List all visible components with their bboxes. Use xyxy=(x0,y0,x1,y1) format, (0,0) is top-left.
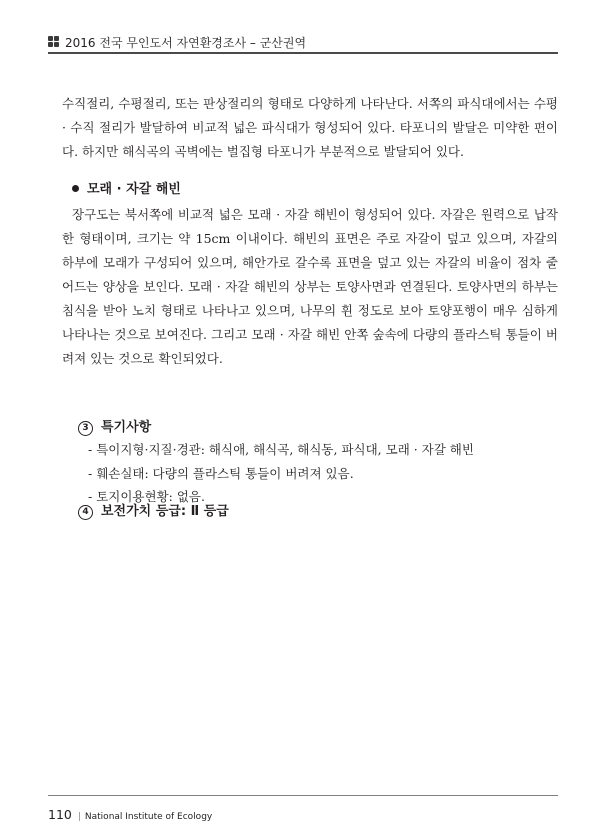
item-heading-conservation-grade xyxy=(78,500,229,520)
page-number: 110 xyxy=(48,807,72,822)
list-item: - 특이지형·지질·경관: 해식애, 해식곡, 해식동, 파식대, 모래 · 자갈 해빈 xyxy=(88,442,474,457)
circled-number-3: 3 xyxy=(78,421,93,436)
list-item: - 토지이용현황: 없음. xyxy=(88,489,205,504)
running-header xyxy=(48,31,558,53)
header-rule xyxy=(48,52,558,54)
section-heading-text: 모래 · 자갈 해빈 xyxy=(87,182,181,197)
item-heading-special-notes-title: 특기사항 xyxy=(101,420,152,435)
footer-rule xyxy=(48,795,558,796)
list-item: - 훼손실태: 다량의 플라스틱 통들이 버려져 있음. xyxy=(88,465,354,481)
paragraph-beach: 장구도는 북서쪽에 비교적 넓은 모래 · 자갈 해빈이 형성되어 있다. 자갈은 원력으로 납작한 형태이며, 크기는 약 15cm 이내이다. 해빈의 표면은 주로 자갈이 덮고 있으며, 자갈의 하부에 모래가 구성되어 있으며, 해안가로 갈수록 표면을 덮고 있는 자갈의 비율이 점차 줄어드는 양상을 보인다. 모래 · 자갈 해빈의 상부는 토양사면과 연결된다. 토양사면의 하부는 침식을 받아 노치 형태로 나타나고 있으며, 나무의 휜 정도로 보아 토양포행이 매우 심하게 나타나는 것으로 보여진다. 그리고 모래 · 자갈 해빈 안쪽 숲속에 다량의 플라스틱 통들이 버려져 있는 것으로 확인되었다. xyxy=(62,207,558,366)
page-footer xyxy=(48,804,212,823)
circled-number-4: 4 xyxy=(78,505,93,520)
bullet-icon xyxy=(72,185,79,192)
footer-separator: | xyxy=(77,812,81,822)
header-title: 2016 전국 무인도서 자연환경조사 – 군산권역 xyxy=(65,36,307,50)
item-heading-special-notes xyxy=(78,416,151,436)
footer-organization: National Institute of Ecology xyxy=(84,812,213,822)
item-heading-conservation-grade-title: 보전가치 등급: Ⅱ 등급 xyxy=(101,504,229,519)
paragraph-rock-joints: 수직절리, 수평절리, 또는 판상절리의 형태로 다양하게 나타난다. 서쪽의 파식대에서는 수평 · 수직 절리가 발달하여 비교적 넓은 파식대가 형성되어 있다. 타포니의 발달은 미약한 편이다. 하지만 해식곡의 곡벽에는 벌집형 타포니가 부분적으로 발달되어 있다. xyxy=(62,96,558,159)
special-notes-list xyxy=(88,438,474,509)
header-squares-icon xyxy=(48,36,60,48)
section-heading-beach xyxy=(72,178,181,197)
